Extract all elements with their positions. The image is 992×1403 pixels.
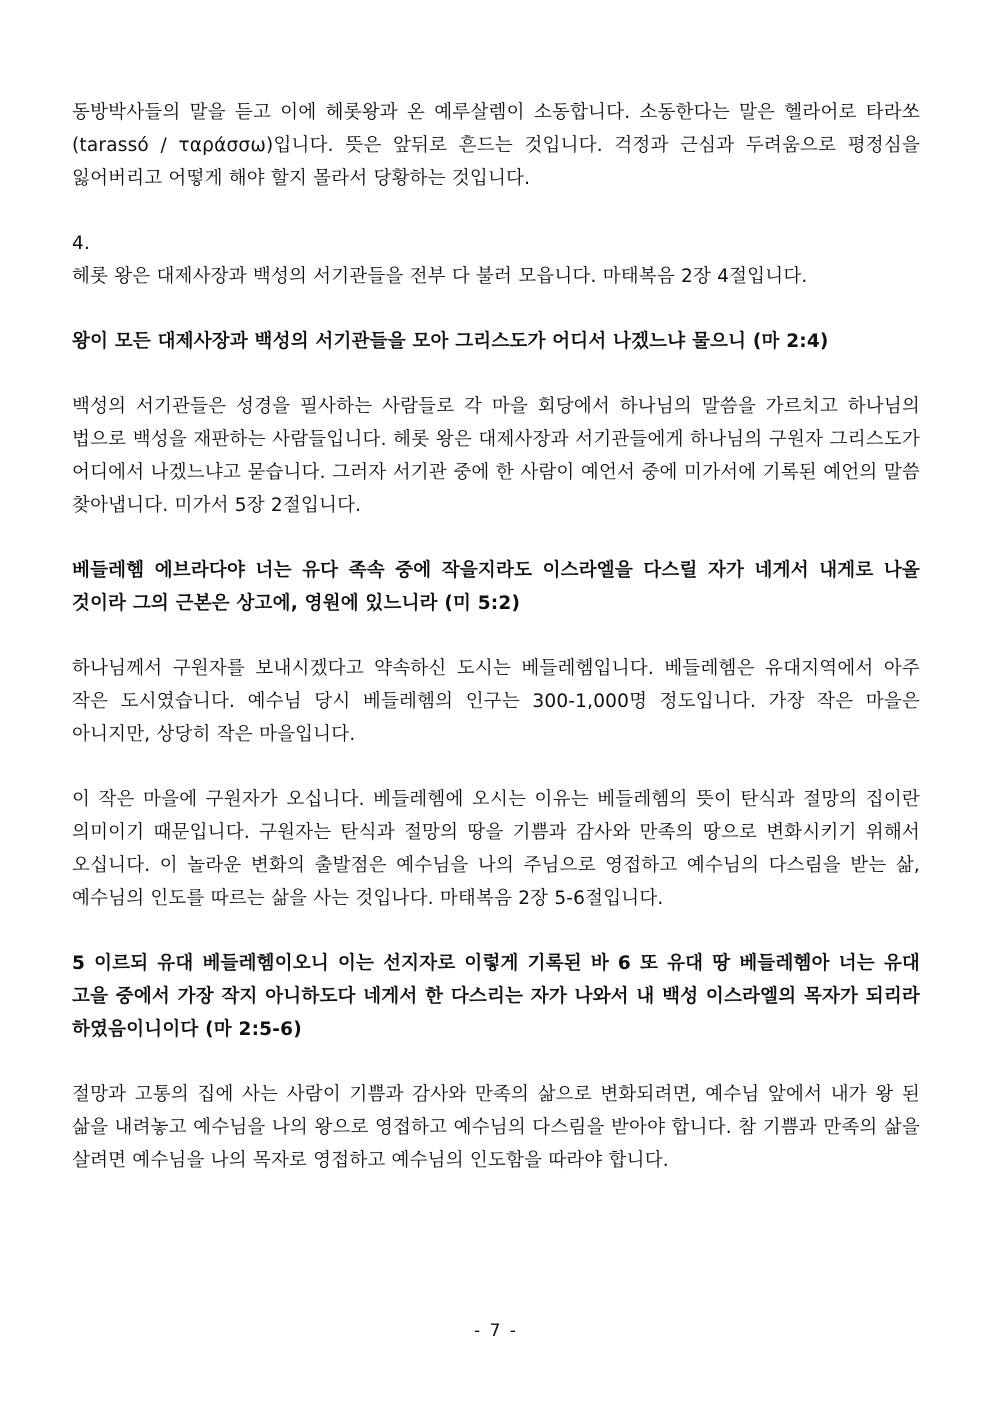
scripture-quote-matthew-2-5-6: 5 이르되 유대 베들레헴이오니 이는 선지자로 이렇게 기록된 바 6 또 유대 땅 베들레헴아 너는 유대 고을 중에서 가장 작지 아니하도다 네게서 한 다스리는 자가 나와서 내 백성 이스라엘의 목자가 되리라 하였음이니이다 (마 2:5-6) [72, 953, 920, 1040]
section-number: 4. [72, 233, 91, 254]
scripture-quote-matthew-2-4: 왕이 모든 대제사장과 백성의 서기관들을 모아 그리스도가 어디서 나겠느냐 물으니 (마 2:4) [72, 331, 829, 352]
scripture-quote-micah-5-2: 베들레헴 에브라다야 너는 유다 족속 중에 작을지라도 이스라엘을 다스릴 자가 네게서 내게로 나올 것이라 그의 근본은 상고에, 영원에 있느니라 (미 5:2) [72, 560, 920, 614]
paragraph-transformation: 절망과 고통의 집에 사는 사람이 기쁨과 감사와 만족의 삶으로 변화되려면, 예수님 앞에서 내가 왕 된 삶을 내려놓고 예수님을 나의 왕으로 영접하고 예수님의 다스림을 받아야 합니다. 참 기쁨과 만족의 삶을 살려면 예수님을 나의 목자로 영접하고 예수님의 인도함을 따라야 합니다. [72, 1084, 920, 1171]
paragraph-scribes: 백성의 서기관들은 성경을 필사하는 사람들로 각 마을 회당에서 하나님의 말씀을 가르치고 하나님의 법으로 백성을 재판하는 사람들입니다. 헤롯 왕은 대제사장과 서기관들에게 하나님의 구원자 그리스도가 어디에서 나겠느냐고 묻습니다. 그러자 서기관 중에 한 사람이 예언서 중에 미가서에 기록된 예언의 말씀 찾아냅니다. 미가서 5장 2절입니다. [72, 396, 920, 516]
paragraph-herod-troubled: 동방박사들의 말을 듣고 이에 헤롯왕과 온 예루살렘이 소동합니다. 소동한다는 말은 헬라어로 타라쏘(tarassó / ταράσσω)입니다. 뜻은 앞뒤로 흔드는 것입니다. 걱정과 근심과 두려움으로 평정심을 잃어버리고 어떻게 해야 할지 몰라서 당황하는 것입니다. [72, 102, 920, 189]
paragraph-herod-gathers: 헤롯 왕은 대제사장과 백성의 서기관들을 전부 다 불러 모읍니다. 마태복음 2장 4절입니다. [72, 266, 808, 287]
paragraph-savior-comes: 이 작은 마을에 구원자가 오십니다. 베들레헴에 오시는 이유는 베들레헴의 뜻이 탄식과 절망의 집이란 의미이기 때문입니다. 구원자는 탄식과 절망의 땅을 기쁨과 감사와 만족의 땅으로 변화시키기 위해서 오십니다. 이 놀라운 변화의 출발점은 예수님을 나의 주님으로 영접하고 예수님의 다스림을 받는 삶, 예수님의 인도를 따르는 삶을 사는 것입나다. 마태복음 2장 5-6절입니다. [72, 789, 920, 909]
page-number: - 7 - [474, 1321, 518, 1341]
document-body [72, 96, 920, 1177]
paragraph-bethlehem-city: 하나님께서 구원자를 보내시겠다고 약속하신 도시는 베들레헴입니다. 베들레헴은 유대지역에서 아주 작은 도시였습니다. 예수님 당시 베들레헴의 인구는 300-1,000명 정도입니다. 가장 작은 마을은 아니지만, 상당히 작은 마을입니다. [72, 658, 920, 745]
